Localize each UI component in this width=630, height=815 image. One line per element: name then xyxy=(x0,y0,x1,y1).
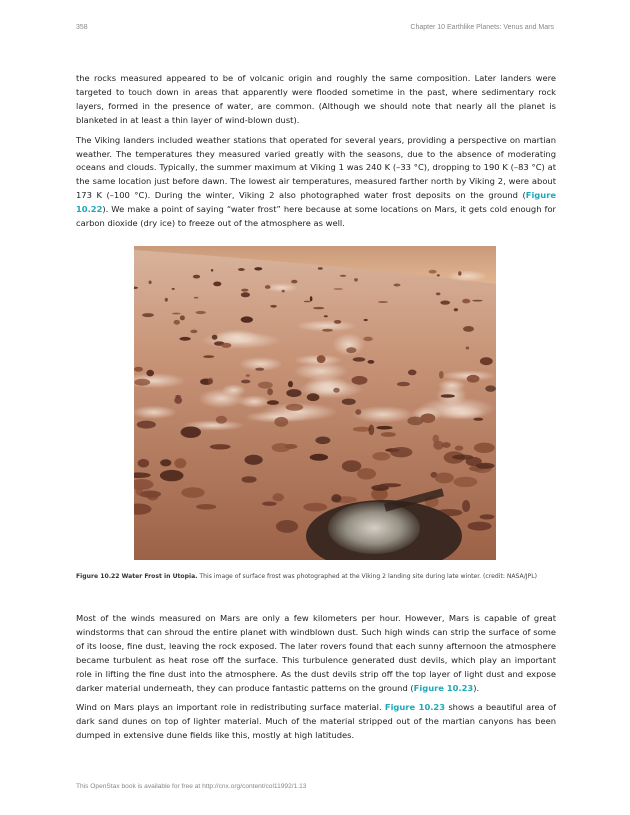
rock xyxy=(174,320,180,325)
rock xyxy=(146,370,154,377)
rock xyxy=(136,485,143,496)
rock xyxy=(213,282,221,287)
rock xyxy=(310,454,328,461)
rock xyxy=(458,271,461,275)
rock xyxy=(455,446,464,451)
rock xyxy=(318,267,323,269)
rock xyxy=(372,452,390,461)
paragraph-2 xyxy=(76,134,556,231)
rock xyxy=(276,520,298,533)
rock xyxy=(480,514,495,519)
rock xyxy=(238,268,245,271)
rock xyxy=(353,427,371,432)
rock xyxy=(353,357,366,361)
rock xyxy=(270,305,277,308)
frost-photo xyxy=(134,246,496,560)
rock xyxy=(196,504,216,510)
frost-patch xyxy=(352,406,415,423)
rock xyxy=(340,275,347,277)
paragraph-3-text-b: ). xyxy=(473,682,480,693)
rock xyxy=(172,288,175,290)
rock xyxy=(437,274,440,276)
rock xyxy=(181,427,201,438)
rock xyxy=(441,394,455,398)
rock xyxy=(160,470,184,481)
rock xyxy=(313,307,324,309)
rock xyxy=(394,284,401,287)
rock xyxy=(291,280,297,284)
rock xyxy=(175,395,181,398)
rock xyxy=(211,269,213,272)
rock xyxy=(160,459,171,466)
paragraph-3 xyxy=(76,612,556,695)
rock xyxy=(241,289,248,292)
rock xyxy=(286,389,301,397)
rock xyxy=(212,335,218,340)
paragraph-2-text-b: ). We make a point of saying “water frost” here because at some locations on Mars, it gets cold enough for carbon dioxide (dry ice) to freeze out of the atmosphere as well. xyxy=(76,204,556,229)
rock xyxy=(267,400,279,405)
figure-10-22-link[interactable]: Figure 10.22 xyxy=(76,190,556,215)
rock xyxy=(216,416,227,424)
rock xyxy=(272,443,291,452)
rock xyxy=(304,301,311,303)
paragraph-4-text-a: Wind on Mars plays an important role in redistributing surface material. xyxy=(76,702,385,713)
rock xyxy=(466,457,482,466)
rock xyxy=(453,477,477,487)
rock xyxy=(408,370,417,376)
rock xyxy=(436,293,441,296)
rock xyxy=(363,337,372,342)
rock xyxy=(317,355,326,363)
rock xyxy=(147,492,159,501)
rock xyxy=(364,319,368,321)
rock xyxy=(307,393,320,401)
rock xyxy=(282,290,285,293)
rock xyxy=(467,375,480,383)
rock xyxy=(258,382,273,389)
rock xyxy=(378,301,388,303)
rock xyxy=(379,483,401,487)
rock xyxy=(463,326,474,332)
page-header xyxy=(76,24,554,31)
rock xyxy=(376,426,392,430)
rock xyxy=(480,357,493,365)
rock xyxy=(468,522,492,531)
figure-label: Figure 10.22 Water Frost in Utopia. xyxy=(76,573,198,580)
figure-caption-text: This image of surface frost was photographed at the Viking 2 landing site during late winter. (credit: NASA/JPL) xyxy=(197,573,538,580)
frost-patch xyxy=(447,270,488,281)
rock xyxy=(368,425,374,436)
rock xyxy=(354,278,358,281)
rock xyxy=(322,329,333,332)
rock xyxy=(333,388,339,393)
frost-patch xyxy=(221,384,246,396)
mars-surface-image xyxy=(134,246,496,560)
page-number: 358 xyxy=(76,24,88,31)
rock xyxy=(462,500,470,512)
rock xyxy=(346,347,356,353)
rock xyxy=(454,308,458,311)
rock xyxy=(274,417,288,427)
rock xyxy=(262,502,277,506)
rock xyxy=(421,413,436,423)
rock xyxy=(193,275,200,279)
rock xyxy=(172,313,181,315)
paragraph-3-text-a: Most of the winds measured on Mars are only a few kilometers per hour. However, Mars is capable of great windstorms that can shroud the entire planet with windblown dust. Such high winds can strip the surface of some of its loose, fine dust, leaving the rock exposed. The later rovers found that each sunny afternoon the atmosphere became turbulent as heat rose off the surface. This turbulence generated dust devils, which play an important role in lifting the fine dust into the atmosphere. As the dust devils strip off the top layer of light dust and expose darker material underneath, they can produce fantastic patterns on the ground ( xyxy=(76,613,556,693)
rock xyxy=(324,315,328,317)
rock xyxy=(179,337,190,341)
rock xyxy=(242,476,257,483)
rock xyxy=(180,315,185,320)
rock xyxy=(137,421,156,429)
rock xyxy=(439,371,444,379)
rock xyxy=(397,382,410,386)
rock xyxy=(241,380,250,384)
rock xyxy=(288,381,293,387)
rock xyxy=(342,460,361,472)
rock xyxy=(194,297,199,299)
rock xyxy=(334,288,343,290)
frost-patch xyxy=(294,362,348,381)
text-block-bottom xyxy=(76,612,556,749)
rock xyxy=(334,320,341,324)
rock xyxy=(181,487,204,498)
rock xyxy=(149,281,152,285)
rock xyxy=(357,468,376,479)
rock xyxy=(208,378,213,385)
page-footer: This OpenStax book is available for free at http://cnx.org/content/col11992/1.13 xyxy=(76,783,307,790)
rock xyxy=(241,316,253,322)
rock xyxy=(245,455,263,465)
rock xyxy=(485,385,496,391)
rock xyxy=(203,355,214,358)
paragraph-1: the rocks measured appeared to be of volcanic origin and roughly the same composition. Later landers were targeted to touch down in areas that apparently were flooded sometime in the past, where sedimentary rock layers, formed in the presence of water, are common. (Although we should note that nearly all the planet is blanketed in at least a thin layer of wind-blown dust). xyxy=(76,73,556,125)
rock xyxy=(134,367,143,372)
rock xyxy=(429,270,437,274)
rock xyxy=(331,494,341,502)
rock xyxy=(190,330,197,334)
text-block-top xyxy=(76,72,556,237)
rock xyxy=(286,404,304,411)
figure-10-23-link-2[interactable]: Figure 10.23 xyxy=(384,702,446,713)
rock xyxy=(352,376,368,385)
rock xyxy=(255,368,264,371)
rock xyxy=(474,443,495,453)
rock xyxy=(310,296,313,301)
rock xyxy=(221,343,231,348)
rock xyxy=(303,503,327,512)
chapter-title: Chapter 10 Earthlike Planets: Venus and Mars xyxy=(410,24,554,31)
rock xyxy=(473,418,483,421)
rock xyxy=(381,432,396,437)
rock xyxy=(472,300,482,302)
rock xyxy=(440,301,450,305)
paragraph-4-text-b: shows a beautiful area of dark sand dunes on top of lighter material. Much of the material stripped out of the martian canyons has been dumped in extensive dune fields like this, mostly at high latitudes. xyxy=(76,702,557,741)
rock xyxy=(241,292,250,297)
rock xyxy=(433,435,440,443)
figure-10-23-link-1[interactable]: Figure 10.23 xyxy=(413,682,474,693)
rock xyxy=(246,374,250,377)
figure-caption xyxy=(76,572,556,581)
rock xyxy=(462,299,470,304)
rock xyxy=(315,437,330,445)
rock xyxy=(466,347,470,350)
rock xyxy=(165,298,168,302)
rock xyxy=(174,458,186,468)
rock xyxy=(355,409,361,415)
paragraph-4 xyxy=(76,701,556,743)
rock xyxy=(390,447,412,457)
rock xyxy=(265,285,271,289)
rock xyxy=(134,379,150,386)
rock xyxy=(142,313,154,317)
rock xyxy=(435,473,454,484)
rock xyxy=(273,493,284,501)
rock xyxy=(138,459,149,468)
rock xyxy=(442,442,451,448)
rock xyxy=(210,444,231,449)
rock xyxy=(342,399,356,405)
rock xyxy=(196,311,206,314)
rock xyxy=(267,388,273,395)
paragraph-2-text-a: The Viking landers included weather stations that operated for several years, providing a perspective on martian weather. The temperatures they measured varied greatly with the seasons, due to the absence of moderating oceans and clouds. Typically, the summer maximum at Viking 1 was 240 K (–33 °C), dropping to 190 K (–83 °C) at the same location just before dawn. The lowest air temperatures, measured farther north by Viking 2, were about 173 K (–100 °C). During the winter, Viking 2 also photographed water frost deposits on the ground ( xyxy=(76,134,556,201)
rock xyxy=(254,267,262,270)
rock xyxy=(368,360,375,364)
frost-patch xyxy=(238,395,271,408)
